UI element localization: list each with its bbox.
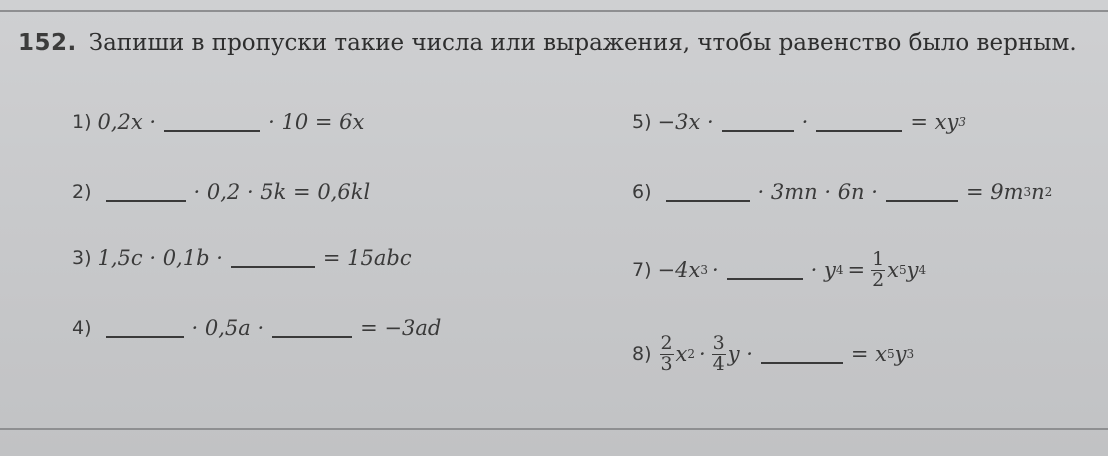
exercise-7-x: x [887,258,899,283]
exercise-7: 7) −4x 3 · · y 4 = $\frac{1}{2}$ x 5 y 4 [632,248,927,291]
task-header [18,30,1077,56]
exercise-3-blank[interactable] [231,248,315,268]
exercise-7-dot: · [711,258,719,283]
exercise-5-label: 5) [632,111,652,133]
exercise-7-label: 7) [632,259,652,282]
exercise-7-blank[interactable] [727,260,803,280]
exercise-3-label: 3) [72,247,92,269]
exercise-8: 8) $\frac{2}{3}$ x 2 · $\frac{3}{4}$ y · = x 5 y 3 [632,332,915,375]
exercise-5-left: −3x · [657,110,714,134]
exercise-6-right-n: n [1031,180,1045,204]
exercise-6: 6) · 3mn · 6n · = 9m 3 n 2 [632,180,1053,204]
exercise-6-middle: · 3mn · 6n · [757,180,878,204]
exercise-5-dot: · [801,110,809,134]
exercise-3-left: 1,5c · 0,1b · [97,246,223,270]
exercise-2 [72,180,370,204]
top-rule [0,10,1108,12]
exercise-5-blank-2[interactable] [816,112,902,132]
exercise-6-right: = 9m [965,180,1024,204]
exercise-5: 5) −3x · · = xy 3 [632,110,966,134]
exercise-8-fraction-2 [712,334,726,375]
exercise-6-blank-1[interactable] [666,182,750,202]
exercise-8-right: = x [850,342,888,367]
exercise-4-blank-2[interactable] [272,318,352,338]
exercise-7-fraction-num: 1 [872,248,885,270]
exercise-1-right: · 10 = 6x [268,110,365,134]
exercise-1-left: 0,2x · [97,110,157,134]
exercise-7-y2: y [906,258,919,283]
task-instruction: Запиши в пропуски такие числа или выражения, чтобы равенство было верным. [88,30,1077,56]
exercise-6-blank-2[interactable] [886,182,958,202]
exercise-8-fraction-1 [660,334,674,375]
exercise-8-f2-num: 3 [712,332,725,354]
bottom-rule [0,428,1108,430]
exercise-8-right-y: y [894,342,907,367]
exercise-5-right: = xy [910,110,959,134]
exercise-4-middle: · 0,5a · [191,316,265,340]
exercise-4-right: = −3ad [360,316,442,340]
exercise-8-f1-num: 2 [660,332,673,354]
exercise-8-f1-den: 3 [660,352,673,375]
exercise-8-label: 8) [632,343,652,366]
exercise-4-label: 4) [72,317,92,339]
exercise-8-blank[interactable] [761,344,843,364]
exercise-4-blank-1[interactable] [106,318,184,338]
exercise-8-x: x [675,342,688,367]
exercise-8-f2-den: 4 [712,352,725,375]
exercise-8-y: y · [727,342,753,367]
exercise-6-label: 6) [632,181,652,203]
exercise-2-label: 2) [72,181,92,203]
exercise-2-blank[interactable] [106,182,186,202]
exercise-2-right: · 0,2 · 5k = 0,6kl [193,180,371,204]
exercise-7-left: −4x [657,258,701,283]
exercise-7-fraction-den: 2 [872,268,885,291]
exercise-1-blank[interactable] [164,112,260,132]
exercise-4 [72,316,441,340]
exercise-3 [72,246,412,270]
exercise-7-fraction [871,250,885,291]
exercise-1 [72,110,364,134]
exercise-7-y: · y [810,258,836,283]
exercise-1-label: 1) [72,111,92,133]
exercise-3-right: = 15abc [322,246,412,270]
exercise-8-dot: · [699,342,706,367]
exercise-5-blank-1[interactable] [722,112,794,132]
task-number: 152. [18,30,77,56]
exercise-7-equals: = [847,258,866,283]
